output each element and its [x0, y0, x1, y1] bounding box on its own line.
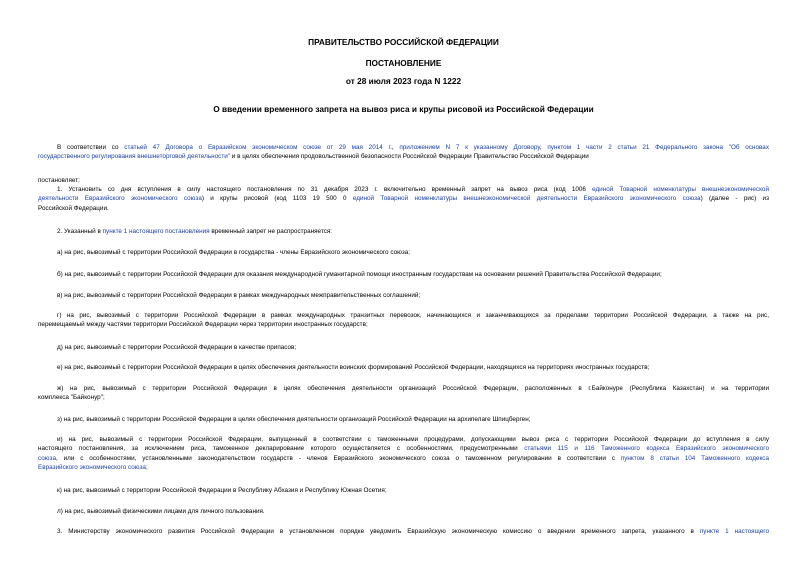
item-1-text-3: ) (далее - рис) из — [700, 195, 769, 203]
link-item-1-b[interactable]: пункте 1 настоящего — [699, 528, 769, 535]
document-title: О введении временного запрета на вывоз риса и крупы рисовой из Российской Федерации — [213, 104, 594, 114]
link-customs-code-104-b[interactable]: Евразийского экономического союза — [38, 464, 146, 472]
link-federal-law-art-21-a[interactable]: пунктом 1 части 2 статьи 21 Федерального закона "Об основах — [547, 144, 769, 151]
item-2-paragraph — [38, 227, 769, 236]
item-2-line — [38, 227, 769, 236]
subitem-g-line-1: г) на рис, вывозимый с территории Российской Федерации в рамках международных транзитных перевозок, начинающихся и заканчивающихся за пределами территории Российской Федерации, а также на рис, — [57, 312, 769, 319]
subitem-i-line-1: и) на рис, вывозимый с территории Российской Федерации, выпущенный в соответствии с таможенными процедурами, допускающими вывоз риса с территории Российской Федерации до вступления в силу — [57, 436, 769, 443]
link-item-1[interactable]: пункте 1 настоящего постановления — [102, 228, 210, 235]
preamble-text-4: и в целях обеспечения продовольственной безопасности Российской Федерации Правительство Российской Федерации — [230, 153, 589, 161]
subitem-i — [38, 435, 769, 473]
subitem-d: д) на рис, вывозимый с территории Российской Федерации в качестве припасов; — [57, 344, 297, 351]
subitem-i-line-3 — [38, 454, 769, 463]
subitem-i-text-2: настоящего постановления, за исключением риса, таможенное декларирование которого осуществляется с особенностями, предусмотренными — [38, 445, 525, 453]
item-1-text-2: ) и крупы рисовой (код 1103 19 500 0 — [201, 195, 353, 203]
subitem-zh-line-1: ж) на рис, вывозимый с территории Российской Федерации в целях обеспечения деятельности организаций Российской Федерации, расположенных в г.Байконуре (Республика Казахстан) и на территории — [57, 385, 769, 392]
government-heading: ПРАВИТЕЛЬСТВО РОССИЙСКОЙ ФЕДЕРАЦИИ — [308, 37, 499, 47]
subitem-a: а) на рис, вывозимый с территории Российской Федерации в государства - члены Евразийского экономического союза; — [57, 249, 411, 256]
link-tn-ved-1b[interactable]: деятельности Евразийского экономического союза — [38, 195, 202, 203]
subitem-k: к) на рис, вывозимый с территории Российской Федерации в Республику Абхазия и Республику Южная Осетия; — [57, 487, 387, 494]
item-3-paragraph — [38, 527, 769, 536]
subitem-b: б) на рис, вывозимый с территории Российской Федерации для оказания международной гуманитарной помощи иностранным государствам на основании решений Правительства Российской Федерации; — [57, 271, 662, 278]
item-1-text-1: 1. Установить со дня вступления в силу настоящего постановления по 31 декабря 2023 г. включительно временный запрет на вывоз риса (код 1006 — [57, 186, 593, 193]
item-1-line-2 — [38, 194, 769, 203]
subitem-i-text-4: ; — [145, 464, 148, 472]
preamble-line-1 — [38, 143, 769, 152]
preamble-line-2 — [38, 152, 769, 161]
subitem-z: з) на рис, вывозимый с территории Российской Федерации в целях обеспечения деятельности организаций Российской Федерации на архипелаге Шпицберген; — [57, 416, 531, 423]
date-number-heading: от 28 июля 2023 года N 1222 — [345, 76, 462, 86]
preamble-text-2: , — [391, 144, 400, 151]
preamble-text-1: В соответствии со — [57, 144, 125, 151]
item-1-line-3: Российской Федерации. — [38, 204, 109, 212]
link-customs-code-115-116-a[interactable]: статьями 115 и 116 Таможенного кодекса Евразийского экономического — [524, 445, 769, 453]
item-3-line-1 — [38, 527, 769, 536]
link-article-47-eaeu-treaty[interactable]: статьей 47 Договора о Евразийском экономическом союзе от 29 мая 2014 г. — [124, 144, 392, 151]
subitem-g — [38, 311, 769, 330]
link-federal-law-art-21-b[interactable]: государственного регулирования внешнеторговой деятельности" — [38, 153, 231, 161]
doc-type-heading: ПОСТАНОВЛЕНИЕ — [365, 58, 442, 68]
decree-word: постановляет: — [38, 177, 80, 184]
link-customs-code-104-a[interactable]: пунктом 8 статьи 104 Таможенного кодекса — [620, 454, 770, 462]
subitem-l: л) на рис, вывозимый физическими лицами для личного пользования. — [57, 508, 265, 515]
preamble-text-3: , — [539, 144, 548, 151]
subitem-i-line-2 — [38, 444, 769, 453]
link-tn-ved-2[interactable]: единой Товарной номенклатуры внешнеэкономической деятельности Евразийского экономического союза — [352, 195, 701, 203]
subitem-g-line-2: перемещаемый между частями территории Российской Федерации через территории иностранных государств; — [38, 321, 368, 329]
preamble-paragraph — [38, 143, 769, 162]
subitem-v: в) на рис, вывозимый с территории Российской Федерации в рамках международных межправительственных соглашений; — [57, 292, 421, 299]
item-1-line-1 — [38, 185, 769, 194]
link-customs-code-115-116-b[interactable]: союза — [38, 454, 56, 462]
subitem-zh — [38, 384, 769, 403]
link-annex-7[interactable]: приложением N 7 к указанному Договору — [399, 144, 540, 151]
subitem-i-line-4 — [38, 463, 769, 472]
item-2-text-2: временный запрет не распространяется: — [209, 228, 333, 235]
item-2-text-1: 2. Указанный в — [57, 228, 103, 235]
item-1-paragraph — [38, 185, 769, 213]
subitem-e: е) на рис, вывозимый с территории Российской Федерации в целях обеспечения деятельности воинских формирований Российской Федерации, находящихся на территориях иностранных государств; — [57, 364, 650, 371]
subitem-i-text-3: , или с особенностями, установленными законодательством государств - членов Евразийского экономического союза о таможенном регулировании в соответствии с — [55, 454, 621, 462]
subitem-zh-line-2: комплекса "Байконур"; — [38, 394, 105, 402]
item-3-text-1: 3. Министерству экономического развития Российской Федерации в установленном порядке уведомить Евразийскую экономическую комиссию о введении временного запрета, указанного в — [57, 528, 700, 535]
link-tn-ved-1a[interactable]: единой Товарной номенклатуры внешнеэкономической — [592, 186, 769, 193]
